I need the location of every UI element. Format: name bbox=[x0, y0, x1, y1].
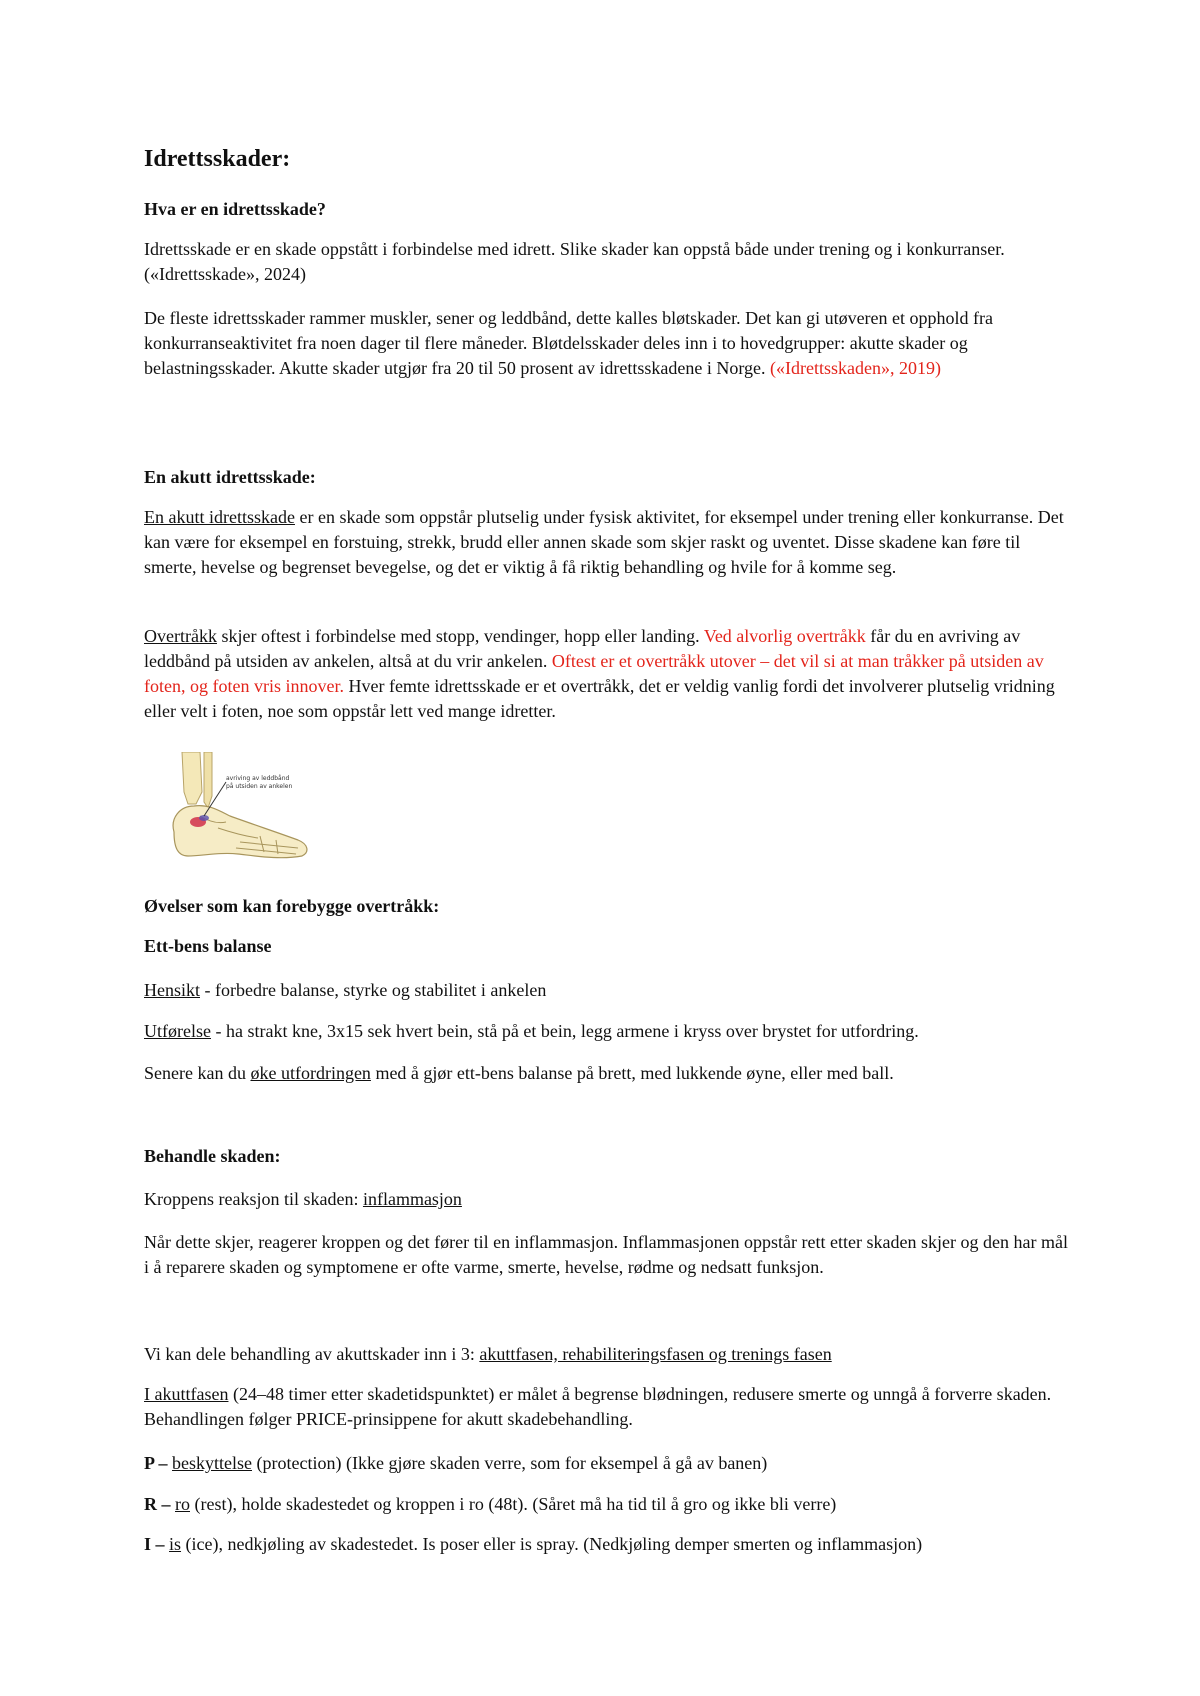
heading-acute-injury: En akutt idrettsskade: bbox=[144, 467, 316, 487]
citation-idrettsskaden: («Idrettsskaden», 2019) bbox=[770, 358, 941, 378]
paragraph-reaction bbox=[144, 1187, 1069, 1212]
purpose-text: - forbedre balanse, styrke og stabilitet i ankelen bbox=[200, 980, 547, 1000]
price-item-p bbox=[144, 1451, 1069, 1476]
acute-phase-text: (24–48 timer etter skadetidspunktet) er målet å begrense blødningen, redusere smerte og unngå å forverre skaden. Behandlingen følger PRICE-prinsippene for akutt skadebehandling. bbox=[144, 1384, 1052, 1429]
sprain-text-2: får du en avriving av leddbånd på utsiden av ankelen, altså at du vrir ankelen. bbox=[144, 626, 1021, 671]
sprain-red-1: Ved alvorlig overtråkk bbox=[703, 626, 866, 646]
price-text: (protection) (Ikke gjøre skaden verre, som for eksempel å gå av banen) bbox=[252, 1453, 768, 1473]
term-acute-injury: En akutt idrettsskade bbox=[144, 507, 295, 527]
price-term: is bbox=[169, 1534, 182, 1554]
paragraph-soft-tissue bbox=[144, 306, 1069, 381]
acute-text: er en skade som oppstår plutselig under fysisk aktivitet, for eksempel under trening eller konkurranse. Det kan være for eksempel en forstuing, strekk, brudd eller annen skade som skjer raskt og uventet. Disse skadene kan føre til smerte, hevelse og begrenset bevegelse, og det er viktig å få riktig behandling og hvile for å komme seg. bbox=[144, 507, 1064, 577]
price-item-i bbox=[144, 1532, 1069, 1557]
price-text: (rest), holde skadestedet og kroppen i ro (48t). (Såret må ha tid til å gro og ikke bli verre) bbox=[190, 1494, 837, 1514]
ankle-illustration bbox=[160, 752, 312, 872]
price-term: ro bbox=[175, 1494, 190, 1514]
paragraph-acute bbox=[144, 505, 1069, 580]
document-title: Idrettsskader: bbox=[144, 146, 291, 172]
term-inflammation: inflammasjon bbox=[362, 1189, 462, 1209]
term-execution: Utførelse bbox=[144, 1021, 211, 1041]
sprain-text-1: skjer oftest i forbindelse med stopp, vendinger, hopp eller landing. bbox=[216, 626, 704, 646]
execution-text: - ha strakt kne, 3x15 sek hvert bein, stå på et bein, legg armene i kryss over brystet for utfordring. bbox=[210, 1021, 919, 1041]
phases-text: Vi kan dele behandling av akuttskader inn i 3: bbox=[144, 1344, 480, 1364]
heading-what-is: Hva er en idrettsskade? bbox=[144, 199, 326, 219]
paragraph-execution bbox=[144, 1019, 1069, 1044]
paragraph-definition: Idrettsskade er en skade oppstått i forbindelse med idrett. Slike skader kan oppstå både under trening og i konkurranser. («Idrettsskade», 2024) bbox=[144, 239, 1005, 284]
later-text-1: Senere kan du bbox=[144, 1063, 251, 1083]
ankle-bones-icon bbox=[160, 752, 312, 872]
price-item-r bbox=[144, 1492, 1069, 1517]
heading-exercises: Øvelser som kan forebygge overtråkk: bbox=[144, 896, 440, 916]
price-letter: P – bbox=[144, 1453, 168, 1473]
heading-one-leg-balance: Ett-bens balanse bbox=[144, 936, 272, 956]
term-acute-phase: I akuttfasen bbox=[144, 1384, 229, 1404]
paragraph-acute-phase bbox=[144, 1382, 1069, 1432]
paragraph-later bbox=[144, 1061, 1069, 1086]
paragraph-sprain bbox=[144, 624, 1069, 724]
image-label-2: på utsiden av ankelen bbox=[226, 783, 293, 790]
sprain-red-2: Oftest er et overtråkk utover – det vil si at man tråkker på utsiden av foten, og foten vris innover. bbox=[144, 651, 1044, 696]
later-text-2: med å gjør ett-bens balanse på brett, med lukkende øyne, eller med ball. bbox=[370, 1063, 894, 1083]
price-term: beskyttelse bbox=[172, 1453, 252, 1473]
term-purpose: Hensikt bbox=[144, 980, 200, 1000]
sprain-text-3: Hver femte idrettsskade er et overtråkk, det er veldig vanlig fordi det involverer plutselig vridning eller velt i foten, noe som oppstår lett ved mange idretter. bbox=[144, 676, 1055, 721]
term-sprain: Overtråkk bbox=[144, 626, 217, 646]
term-phases: akuttfasen, rehabiliteringsfasen og trenings fasen bbox=[479, 1344, 832, 1364]
reaction-text: Kroppens reaksjon til skaden: bbox=[144, 1189, 363, 1209]
paragraph-inflammation: Når dette skjer, reagerer kroppen og det fører til en inflammasjon. Inflammasjonen oppstår rett etter skaden skjer og den har mål i å reparere skaden og symptomene er ofte varme, smerte, hevelse, rødme og nedsatt funksjon. bbox=[144, 1232, 1068, 1277]
price-letter: R – bbox=[144, 1494, 171, 1514]
paragraph-purpose bbox=[144, 978, 1069, 1003]
image-label-1: avriving av leddbånd bbox=[226, 775, 290, 782]
price-text: (ice), nedkjøling av skadestedet. Is poser eller is spray. (Nedkjøling demper smerten og inflammasjon) bbox=[181, 1534, 923, 1554]
paragraph-phases bbox=[144, 1342, 1069, 1367]
term-increase-challenge: øke utfordringen bbox=[250, 1063, 371, 1083]
heading-treatment: Behandle skaden: bbox=[144, 1146, 281, 1166]
price-letter: I – bbox=[144, 1534, 165, 1554]
soft-tissue-text: De fleste idrettsskader rammer muskler, sener og leddbånd, dette kalles bløtskader. Det kan gi utøveren et opphold fra konkurranseaktivitet fra noen dager til flere måneder. Bløtdelsskader deles inn i to hovedgrupper: akutte skader og belastningsskader. Akutte skader utgjør fra 20 til 50 prosent av idrettsskadene i Norge. bbox=[144, 308, 994, 378]
